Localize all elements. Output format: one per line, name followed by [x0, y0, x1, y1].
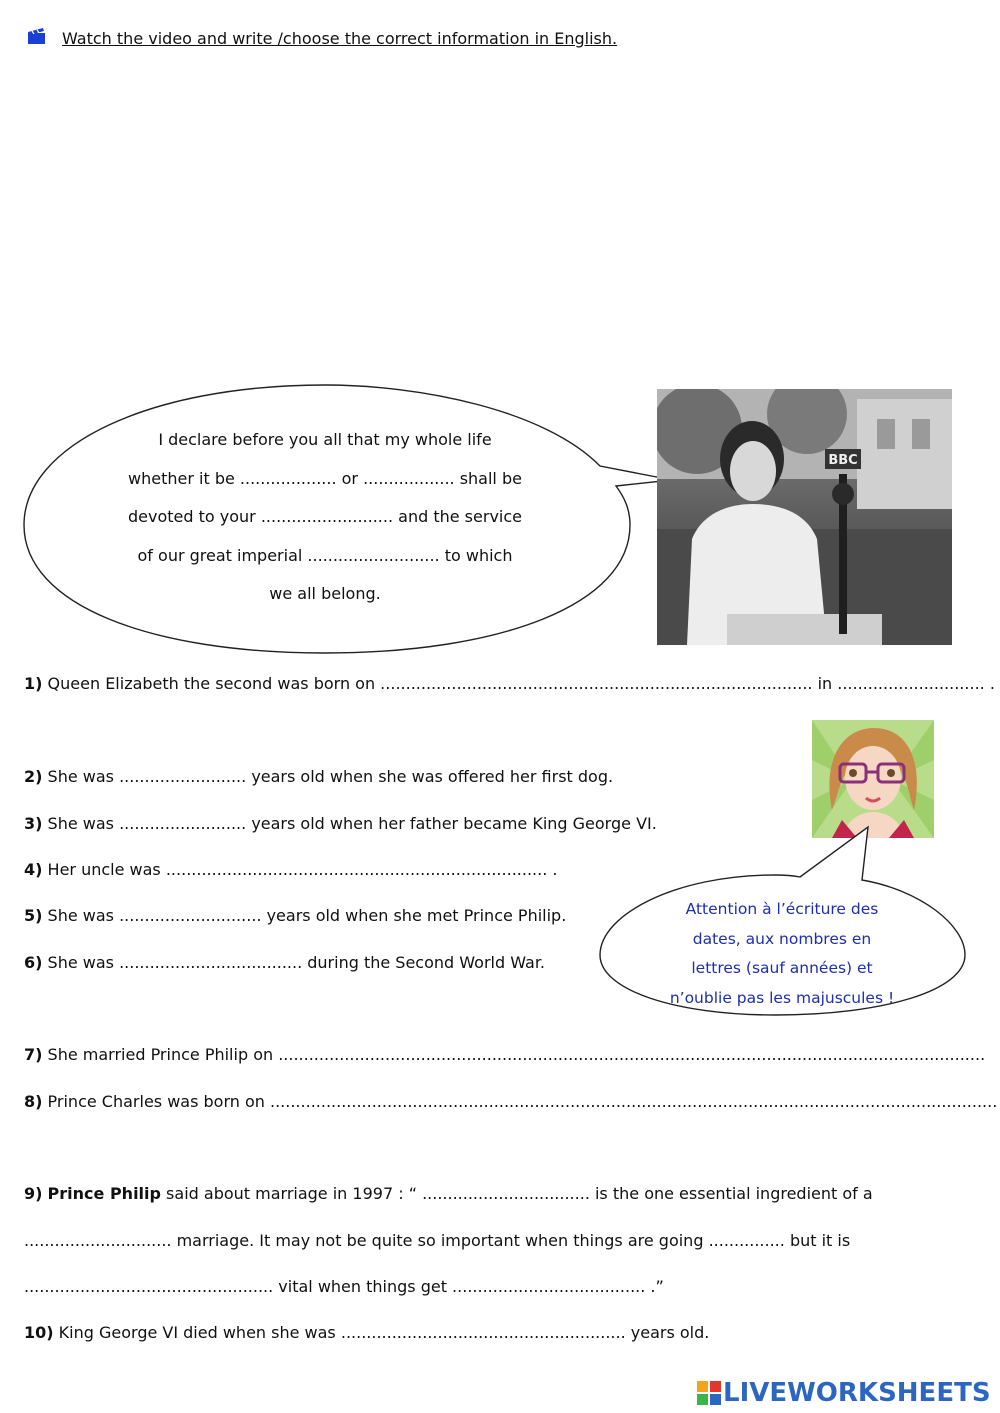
question-10: 10) King George VI died when she was ........................................................ years old. — [24, 1323, 710, 1342]
tip-bubble-text — [642, 895, 922, 1013]
speech-line: I declare before you all that my whole life — [158, 430, 492, 449]
question-8: 8) Prince Charles was born on ............................................................................................................................................... — [24, 1092, 998, 1111]
speech-bubble-text — [105, 421, 545, 614]
bbc-label: BBC — [828, 453, 858, 468]
logo-text: LIVEWORKSHEETS — [723, 1378, 991, 1408]
speech-line: whether it be ................... or .................. shall be — [128, 468, 522, 488]
question-6: 6) She was .................................... during the Second World War. — [24, 953, 546, 972]
question-9: 9) Prince Philip said about marriage in 1997 : “ ................................. is the one essential ingredient of a — [24, 1184, 873, 1203]
queen-photo — [657, 389, 952, 645]
liveworksheets-logo — [697, 1376, 991, 1410]
tip-line: dates, aux nombres en — [692, 929, 872, 948]
question-1: 1) Queen Elizabeth the second was born on ..................................................................................... in ............................. . — [24, 674, 995, 693]
speech-line: of our great imperial .......................... to which — [137, 545, 513, 565]
question-3: 3) She was ......................... years old when her father became King George VI. — [24, 814, 657, 833]
logo-icon — [697, 1381, 721, 1405]
question-2: 2) She was ......................... years old when she was offered her first dog. — [24, 767, 614, 786]
question-5: 5) She was ............................ years old when she met Prince Philip. — [24, 906, 567, 925]
clapperboard-icon — [27, 27, 47, 45]
question-9-line-3: ................................................. vital when things get ...................................... .” — [24, 1277, 664, 1296]
tip-line: lettres (sauf années) et — [691, 959, 873, 977]
teacher-avatar — [812, 720, 934, 838]
question-4: 4) Her uncle was ........................................................................... . — [24, 860, 558, 879]
speech-line: devoted to your .......................... and the service — [128, 507, 522, 526]
tip-line: Attention à l’écriture des — [685, 900, 879, 918]
tip-line: n’oublie pas les majuscules ! — [669, 988, 895, 1007]
question-9-line-2: ............................. marriage. It may not be quite so important when things are going ............... but it is — [24, 1231, 851, 1250]
instruction-text: Watch the video and write /choose the correct information in English. — [62, 29, 618, 48]
question-7: 7) She married Prince Philip on ........................................................................................................................................... — [24, 1045, 986, 1064]
speech-line: we all belong. — [269, 584, 381, 603]
